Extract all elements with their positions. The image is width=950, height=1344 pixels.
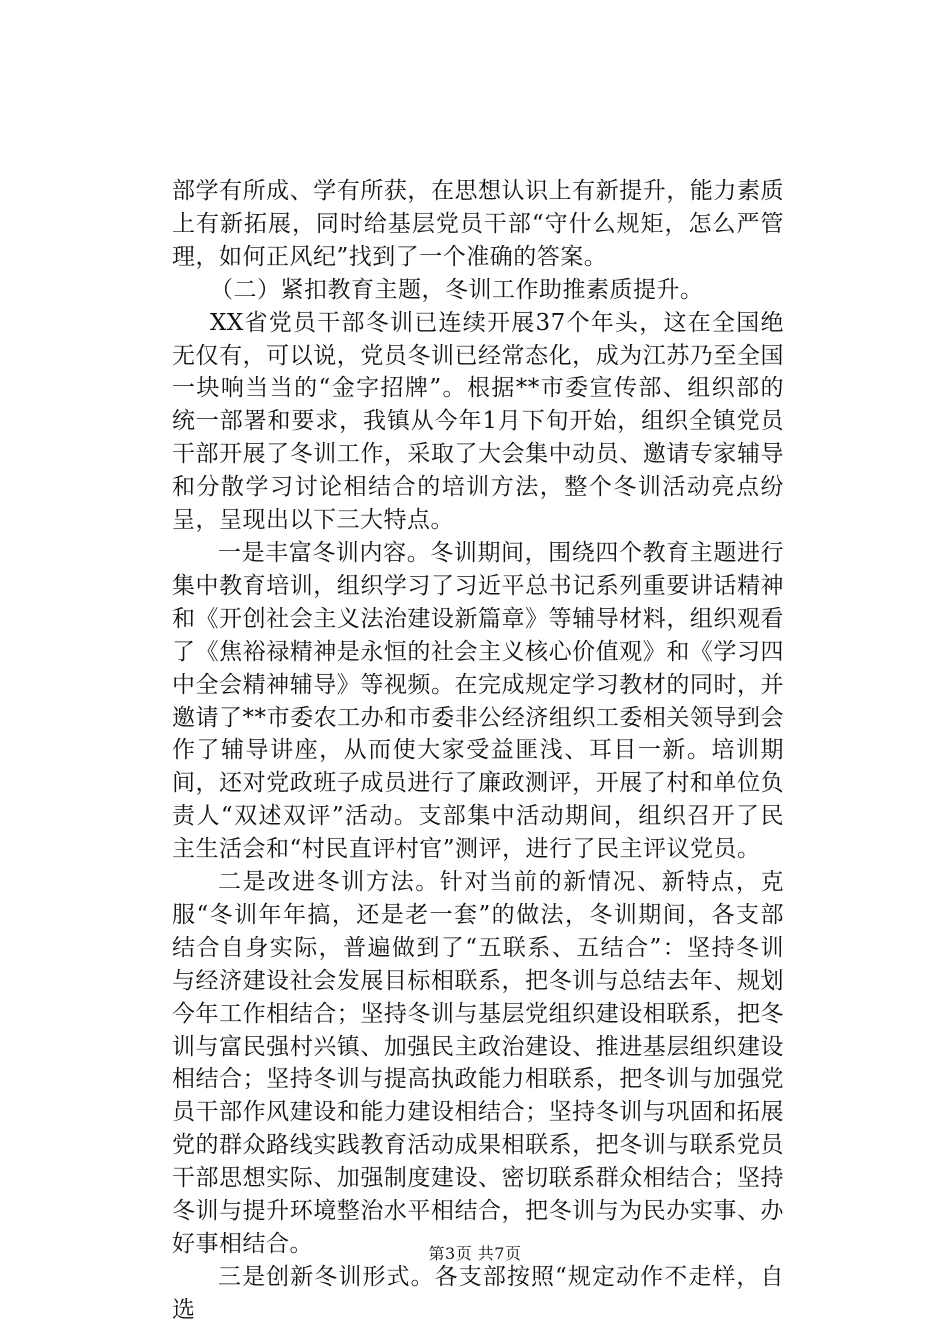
paragraph-point-three: 三是创新冬训形式。各支部按照“规定动作不走样，自选	[172, 1263, 784, 1323]
page-footer: 第3页 共7页	[428, 1244, 522, 1263]
section-heading: （二）紧扣教育主题，冬训工作助推素质提升。	[210, 276, 704, 303]
paragraph-point-one: 一是丰富冬训内容。冬训期间，围绕四个教育主题进行集中教育培训，组织学习了习近平总书记系列重要讲话精神和《开创社会主义法治建设新篇章》等辅导材料，组织观看了《焦裕禄精神是永恒的社会主义核心价值观》和《学习四中全会精神辅导》等视频。在完成规定学习教材的同时，并邀请了**市委农工办和市委非公经济组织工委相关领导到会作了辅导讲座，从而使大家受益匪浅、耳目一新。培训期间，还对党政班子成员进行了廉政测评，开展了村和单位负责人“双述双评”活动。支部集中活动期间，组织召开了民主生活会和“村民直评村官”测评，进行了民主评议党员。	[172, 539, 784, 863]
document-body	[172, 175, 784, 1327]
paragraph-continuation: 部学有所成、学有所获，在思想认识上有新提升，能力素质上有新拓展，同时给基层党员干部“守什么规矩，怎么严管理，如何正风纪”找到了一个准确的答案。	[172, 178, 784, 270]
paragraph-intro: XX省党员干部冬训已连续开展37个年头，这在全国绝无仅有，可以说，党员冬训已经常态化，成为江苏乃至全国一块响当当的“金字招牌”。根据**市委宣传部、组织部的统一部署和要求，我镇从今年1月下旬开始，组织全镇党员干部开展了冬训工作，采取了大会集中动员、邀请专家辅导和分散学习讨论相结合的培训方法，整个冬训活动亮点纷呈，呈现出以下三大特点。	[172, 309, 784, 534]
paragraph-point-two: 二是改进冬训方法。针对当前的新情况、新特点，克服“冬训年年搞，还是老一套”的做法，冬训期间，各支部结合自身实际，普遍做到了“五联系、五结合”：坚持冬训与经济建设社会发展目标相联系，把冬训与总结去年、规划今年工作相结合；坚持冬训与基层党组织建设相联系，把冬训与富民强村兴镇、加强民主政治建设、推进基层组织建设相结合；坚持冬训与提高执政能力相联系，把冬训与加强党员干部作风建设和能力建设相结合；坚持冬训与巩固和拓展党的群众路线实践教育活动成果相联系，把冬训与联系党员干部思想实际、加强制度建设、密切联系群众相结合；坚持冬训与提升环境整治水平相结合，把冬训与为民办实事、办好事相结合。	[172, 869, 784, 1257]
